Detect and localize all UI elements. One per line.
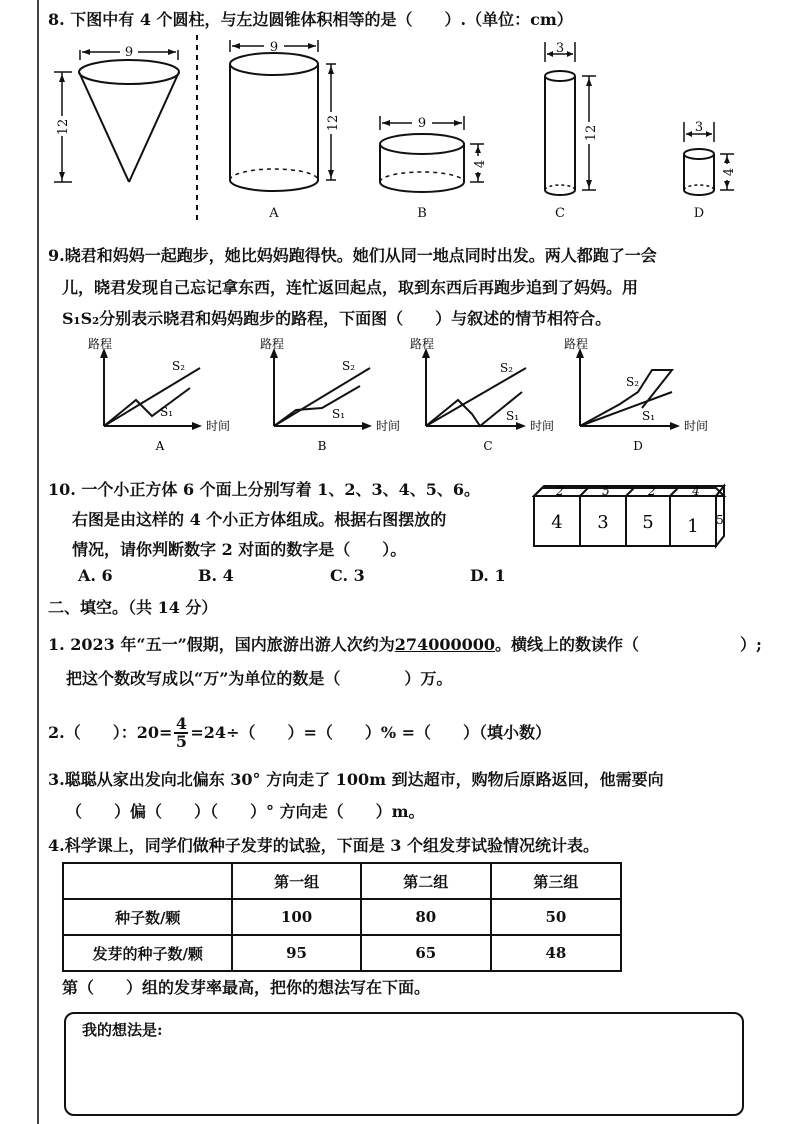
- f1-number: 274000000: [394, 635, 495, 654]
- graph-c-label: C: [483, 439, 493, 453]
- f1-line2: 把这个数改写成以“万”为单位的数是（ ）万。: [66, 669, 453, 688]
- graph-d-s1: S₁: [642, 409, 656, 423]
- cylinder-b: [380, 115, 488, 221]
- graph-b: [260, 337, 400, 453]
- f2-numerator: 4: [175, 714, 187, 733]
- f1-text-a: 1. 2023 年“五一”假期，国内旅游出游人次约为: [48, 635, 395, 654]
- graph-a-label: A: [155, 439, 165, 453]
- cyl-d-label: D: [693, 206, 705, 221]
- graph-d-y: 路程: [564, 337, 589, 351]
- graph-b-label: B: [317, 439, 327, 453]
- f2-text-a: 2.（ ）：20=: [48, 723, 173, 742]
- q10-choice-a[interactable]: A. 6: [78, 566, 113, 585]
- graph-c-x: 时间: [530, 419, 555, 433]
- q10-line2: 右图是由这样的 4 个小正方体组成。根据右图摆放的: [72, 510, 447, 529]
- graph-a-x: 时间: [206, 419, 231, 433]
- table-header-row: [63, 863, 621, 899]
- table-cell: 95: [232, 935, 360, 971]
- q10-cubes: [524, 482, 764, 554]
- q10-line3: 情况，请你判断数字 2 对面的数字是（ ）。: [72, 540, 407, 559]
- f1-line1: [48, 635, 639, 655]
- table-header: 第一组: [232, 863, 360, 899]
- q9-line1: 9.晓君和妈妈一起跑步，她比妈妈跑得快。她们从同一地点同时出发。两人都跑了一会: [48, 246, 657, 265]
- q9-line2: 儿，晓君发现自己忘记拿东西，连忙返回起点，取到东西后再跑步追到了妈妈。用: [62, 278, 639, 297]
- cube4-top: 4: [692, 484, 700, 498]
- cyl-b-d: 9: [417, 116, 427, 131]
- f2-text-b: =24÷（ ）=（ ）% =（ ）（填小数）: [190, 723, 552, 742]
- cylinder-a: [230, 38, 341, 221]
- cyl-d-d: 3: [694, 120, 704, 135]
- graph-b-s2: S₂: [342, 359, 356, 373]
- cyl-b-h: 4: [473, 159, 488, 169]
- q10-choice-d[interactable]: D. 1: [470, 566, 506, 585]
- table-cell: 发芽的种子数/颗: [63, 935, 232, 971]
- graph-b-x: 时间: [376, 419, 401, 433]
- q8-text: 8. 下图中有 4 个圆柱，与左边圆锥体积相等的是（ ）.（单位：cm）: [48, 10, 573, 29]
- q9-line3: S₁S₂分别表示晓君和妈妈跑步的路程，下面图（ ）与叙述的情节相符合。: [62, 309, 612, 328]
- graph-d-label: D: [633, 439, 643, 453]
- graph-d-x: 时间: [684, 419, 709, 433]
- cylinder-c: [545, 41, 599, 221]
- cyl-a-d: 9: [269, 40, 279, 55]
- seed-table: [62, 862, 622, 972]
- cube3-front: 5: [642, 512, 654, 533]
- graph-c: [410, 337, 554, 453]
- table-row: [63, 899, 621, 935]
- q10-line1: 10. 一个小正方体 6 个面上分别写着 1、2、3、4、5、6。: [48, 480, 481, 499]
- q9-graphs: [60, 334, 740, 462]
- cyl-c-h: 12: [584, 124, 599, 142]
- f2-fraction: [174, 716, 188, 750]
- table-header: [63, 863, 232, 899]
- answer-box[interactable]: [64, 1012, 744, 1116]
- cyl-a-label: A: [269, 206, 279, 221]
- cube1-top: 2: [556, 484, 564, 498]
- cube4-side: 5: [716, 513, 724, 527]
- f1-text-b: 。横线上的数读作（: [495, 635, 640, 654]
- table-cell: 80: [361, 899, 491, 935]
- answer-box-label: 我的想法是:: [82, 1021, 163, 1039]
- graph-d: [564, 337, 708, 453]
- f2-denominator: 5: [175, 732, 187, 751]
- table-cell: 种子数/颗: [63, 899, 232, 935]
- cube4-front: 1: [687, 516, 699, 537]
- f4-text: 4.科学课上，同学们做种子发芽的试验，下面是 3 个组发芽试验情况统计表。: [48, 836, 599, 855]
- cyl-a-h: 12: [326, 114, 341, 132]
- cylinder-d: [684, 120, 737, 221]
- cone-h-label: 12: [56, 118, 71, 136]
- graph-a-s2: S₂: [172, 359, 186, 373]
- q8-figures: [40, 30, 780, 230]
- table-cell: 65: [361, 935, 491, 971]
- cyl-c-d: 3: [555, 41, 565, 56]
- graph-c-s1: S₁: [506, 409, 520, 423]
- cyl-d-h: 4: [722, 167, 737, 177]
- cube2-top: 5: [602, 484, 610, 498]
- f3-line2: （ ）偏（ ）（ ）° 方向走（ ）m。: [66, 802, 425, 821]
- table-cell: 48: [491, 935, 621, 971]
- table-cell: 50: [491, 899, 621, 935]
- section2-title: 二、填空。（共 14 分）: [48, 598, 218, 617]
- cyl-c-label: C: [555, 206, 565, 221]
- graph-d-s2: S₂: [626, 375, 640, 389]
- cube2-front: 3: [597, 512, 609, 533]
- q10-choice-b[interactable]: B. 4: [198, 566, 234, 585]
- graph-c-s2: S₂: [500, 361, 514, 375]
- graph-a-s1: S₁: [160, 405, 174, 419]
- table-header: 第三组: [491, 863, 621, 899]
- table-header: 第二组: [361, 863, 491, 899]
- cube3-top: 2: [648, 484, 656, 498]
- f3-line1: 3.聪聪从家出发向北偏东 30° 方向走了 100m 到达超市，购物后原路返回，他需要向: [48, 770, 664, 789]
- graph-a: [88, 337, 230, 453]
- cyl-b-label: B: [417, 206, 427, 221]
- cube1-front: 4: [551, 512, 563, 533]
- graph-a-y: 路程: [88, 337, 113, 351]
- q10-choice-c[interactable]: C. 3: [330, 566, 365, 585]
- table-cell: 100: [232, 899, 360, 935]
- f1-close: ）;: [740, 635, 762, 654]
- cone-figure: [54, 44, 179, 182]
- margin-line: [37, 0, 39, 1124]
- graph-b-s1: S₁: [332, 407, 346, 421]
- graph-c-y: 路程: [410, 337, 435, 351]
- f2-line: [48, 716, 551, 750]
- graph-b-y: 路程: [260, 337, 285, 351]
- f4-after: 第（ ）组的发芽率最高，把你的想法写在下面。: [62, 978, 431, 997]
- cone-d-label: 9: [124, 45, 134, 60]
- table-row: [63, 935, 621, 971]
